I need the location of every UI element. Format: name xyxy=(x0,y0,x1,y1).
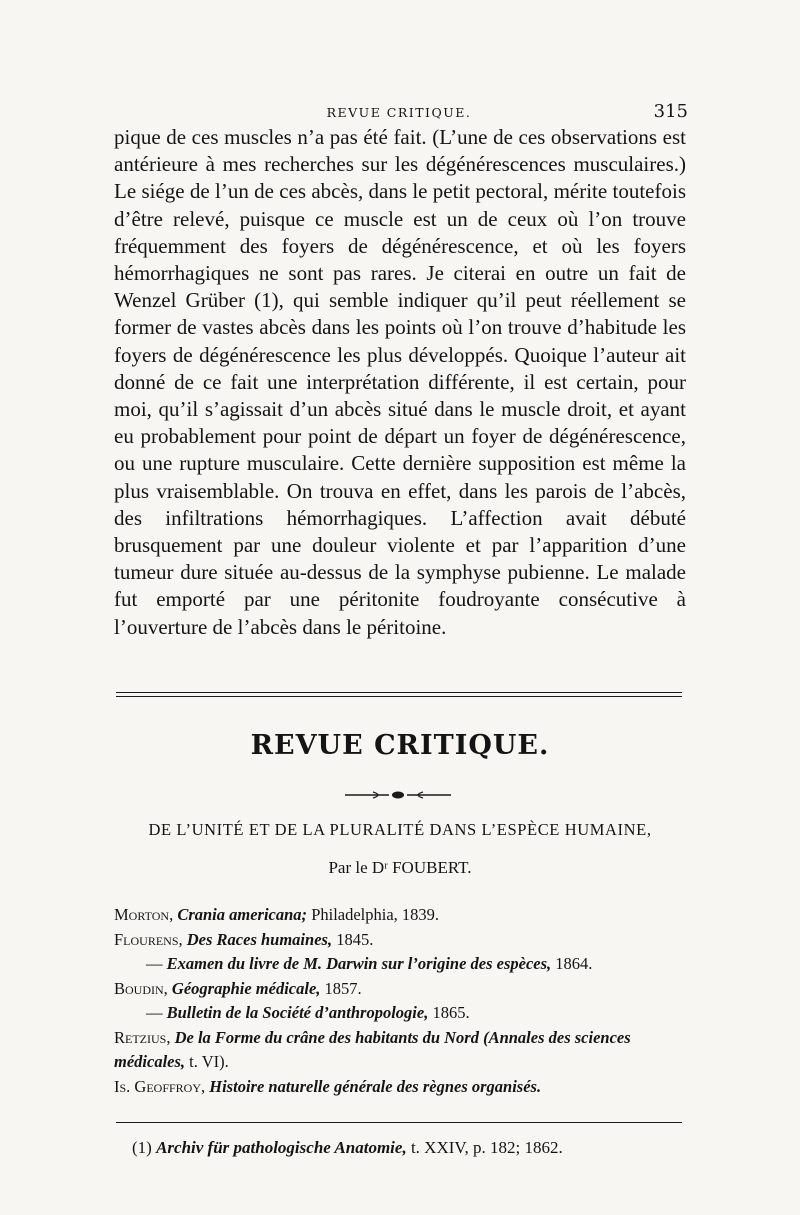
reference-item xyxy=(114,1026,694,1051)
article-author: Par le Dʳ FOUBERT. xyxy=(328,858,472,877)
ornament-divider xyxy=(343,788,453,802)
reference-details: 1857. xyxy=(320,978,362,998)
article-title: DE L’UNITÉ ET DE LA PLURALITÉ DANS L’ESPÈCE HUMAINE, xyxy=(148,820,652,839)
reference-details: 1865. xyxy=(428,1003,470,1022)
reference-work: Géographie médicale, xyxy=(171,978,321,998)
reference-item xyxy=(114,903,694,928)
footnote-details: t. XXIV, p. 182; 1862. xyxy=(406,1138,563,1157)
reference-item xyxy=(114,977,694,1002)
reference-item xyxy=(114,952,694,977)
footnote-marker: (1) xyxy=(132,1138,152,1157)
reference-author: Boudin, xyxy=(114,978,168,998)
section-divider-rule xyxy=(116,692,682,697)
reference-author: Morton, xyxy=(114,905,174,924)
reference-work: Histoire naturelle générale des règnes organisés. xyxy=(209,1076,542,1096)
reference-details: 1845. xyxy=(332,929,374,949)
reference-details: Philadelphia, 1839. xyxy=(307,905,440,924)
footnote xyxy=(132,1138,692,1158)
reference-item-continuation xyxy=(114,1050,694,1075)
reference-author: Is. Geoffroy, xyxy=(114,1076,206,1096)
running-title: REVUE CRITIQUE. xyxy=(326,105,472,120)
reference-item xyxy=(114,1075,694,1100)
reference-item xyxy=(114,1001,694,1026)
body-paragraph: pique de ces muscles n’a pas été fait. (L’une de ces observations est antérieure à mes recherches sur les dégénérescences musculaires.) Le siége de l’un de ces abcès, dans le petit pectoral, mérite toutefois d’être relevé, puisque ce muscle est un de ceux où l’on trouve fréquemment des foyers de dégénérescence, et où les foyers hémorrhagiques ne sont pas rares. Je citerai en outre un fait de Wenzel Grüber (1), qui semble indiquer qu’il peut réellement se former de vastes abcès dans les points où l’on trouve d’habitude les foyers de dégénérescence les plus développés. Quoique l’auteur ait donné de ce fait une interprétation différente, il est certain, pour moi, qu’il s’agissait d’un abcès situé dans le muscle droit, et ayant eu probablement pour point de départ un foyer de dégénérescence, ou une rupture musculaire. Cette dernière supposition est même la plus vraisemblable. On trouva en effet, dans les parois de l’abcès, des infiltrations hémorrhagiques. L’affection avait débuté brusquement par une douleur violente et par l’apparition d’une tumeur dure située au-dessus de la symphyse pubienne. Le malade fut emporté par une péritonite foudroyante consécutive à l’ouverture de l’abcès dans le péritoine. xyxy=(114,125,686,639)
section-title: REVUE CRITIQUE. xyxy=(250,730,550,761)
reference-details: 1864. xyxy=(551,954,593,973)
reference-work: Des Races humaines, xyxy=(186,929,333,949)
footnote-rule xyxy=(116,1122,682,1123)
reference-author: Flourens, xyxy=(114,929,183,949)
reference-author: — xyxy=(146,954,163,973)
reference-work: Bulletin de la Société d’anthropologie, xyxy=(166,1003,429,1022)
reference-work: Examen du livre de M. Darwin sur l’origine des espèces, xyxy=(166,954,552,973)
reference-work: De la Forme du crâne des habitants du Nord (Annales des sciences xyxy=(174,1027,631,1047)
reference-details: t. VI). xyxy=(185,1052,229,1071)
reference-author: — xyxy=(146,1003,163,1022)
reference-author: Retzius, xyxy=(114,1027,171,1047)
reference-work: médicales, xyxy=(114,1052,186,1071)
reference-item xyxy=(114,928,694,953)
reference-work: Crania americana; xyxy=(177,905,308,924)
page-number: 315 xyxy=(653,101,688,122)
footnote-work: Archiv für pathologische Anatomie, xyxy=(156,1138,407,1157)
running-head xyxy=(114,101,688,125)
reference-list xyxy=(114,903,694,1099)
